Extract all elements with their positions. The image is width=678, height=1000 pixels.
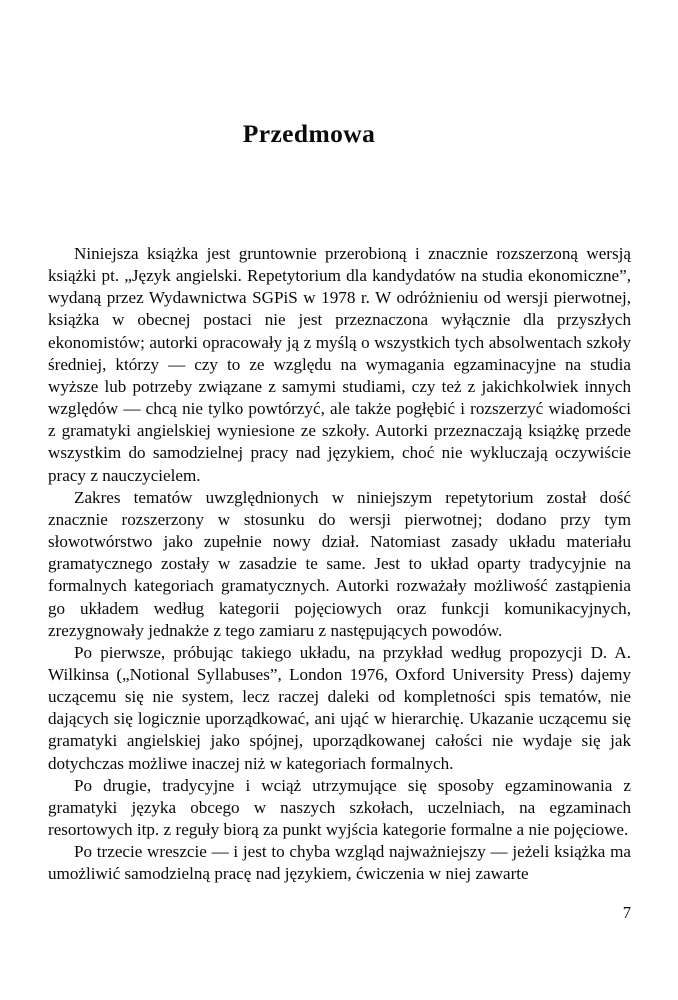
paragraph: Niniejsza książka jest gruntownie przerobioną i znacznie rozszerzoną wersją książki pt. „Język angielski. Repetytorium dla kandydatów na studia ekonomiczne”, wydaną przez Wydawnictwa SGPiS w 1978 r. W odróżnieniu od wersji pierwotnej, książka w obecnej postaci nie jest przeznaczona wyłącznie dla przyszłych ekonomistów; autorki opracowały ją z myślą o wszystkich tych absolwentach szkoły średniej, którzy — czy to ze względu na wymagania egzaminacyjne na studia wyższe lub potrzeby związane z samymi studiami, czy też z jakichkolwiek innych względów — chcą nie tylko powtórzyć, ale także pogłębić i rozszerzyć wiadomości z gramatyki angielskiej wyniesione ze szkoły. Autorki przeznaczają książkę przede wszystkim do samodzielnej pracy nad językiem, choć nie wykluczają oczywiście pracy z nauczycielem. — [48, 244, 631, 485]
paragraph: Zakres tematów uwzględnionych w niniejszym repetytorium został dość znacznie rozszerzony w stosunku do wersji pierwotnej; dodano przy tym słowotwórstwo jako zupełnie nowy dział. Natomiast zasady układu materiału gramatycznego zostały w zasadzie te same. Jest to układ oparty tradycyjnie na formalnych kategoriach gramatycznych. Autorki rozważały możliwość zastąpienia go układem według kategorii pojęciowych oraz funkcji komunikacyjnych, zrezygnowały jednakże z tego zamiaru z następujących powodów. — [48, 487, 631, 640]
paragraph: Po drugie, tradycyjne i wciąż utrzymujące się sposoby egzaminowania z gramatyki języka obcego w naszych szkołach, uczelniach, na egzaminach resortowych itp. z reguły biorą za punkt wyjścia kategorie formalne a nie pojęciowe. — [48, 775, 631, 840]
body-text-column — [48, 243, 631, 886]
paragraph: Po trzecie wreszcie — i jest to chyba wzgląd najważniejszy — jeżeli książka ma umożliwić samodzielną pracę nad językiem, ćwiczenia w niej zawarte — [48, 842, 631, 884]
page-number: 7 — [622, 903, 631, 922]
page-title: Przedmowa — [242, 119, 376, 149]
paragraph: Po pierwsze, próbując takiego układu, na przykład według propozycji D. A. Wilkinsa („Notional Syllabuses”, London 1976, Oxford University Press) dajemy uczącemu się nie system, lecz raczej daleki od kompletności spis tematów, nie dających się logicznie uporządkować, ani ująć w hierarchię. Ukazanie uczącemu się gramatyki angielskiej jako spójnej, uporządkowanej całości nie wydaje się jak dotychczas możliwe inaczej niż w kategoriach formalnych. — [48, 642, 631, 773]
